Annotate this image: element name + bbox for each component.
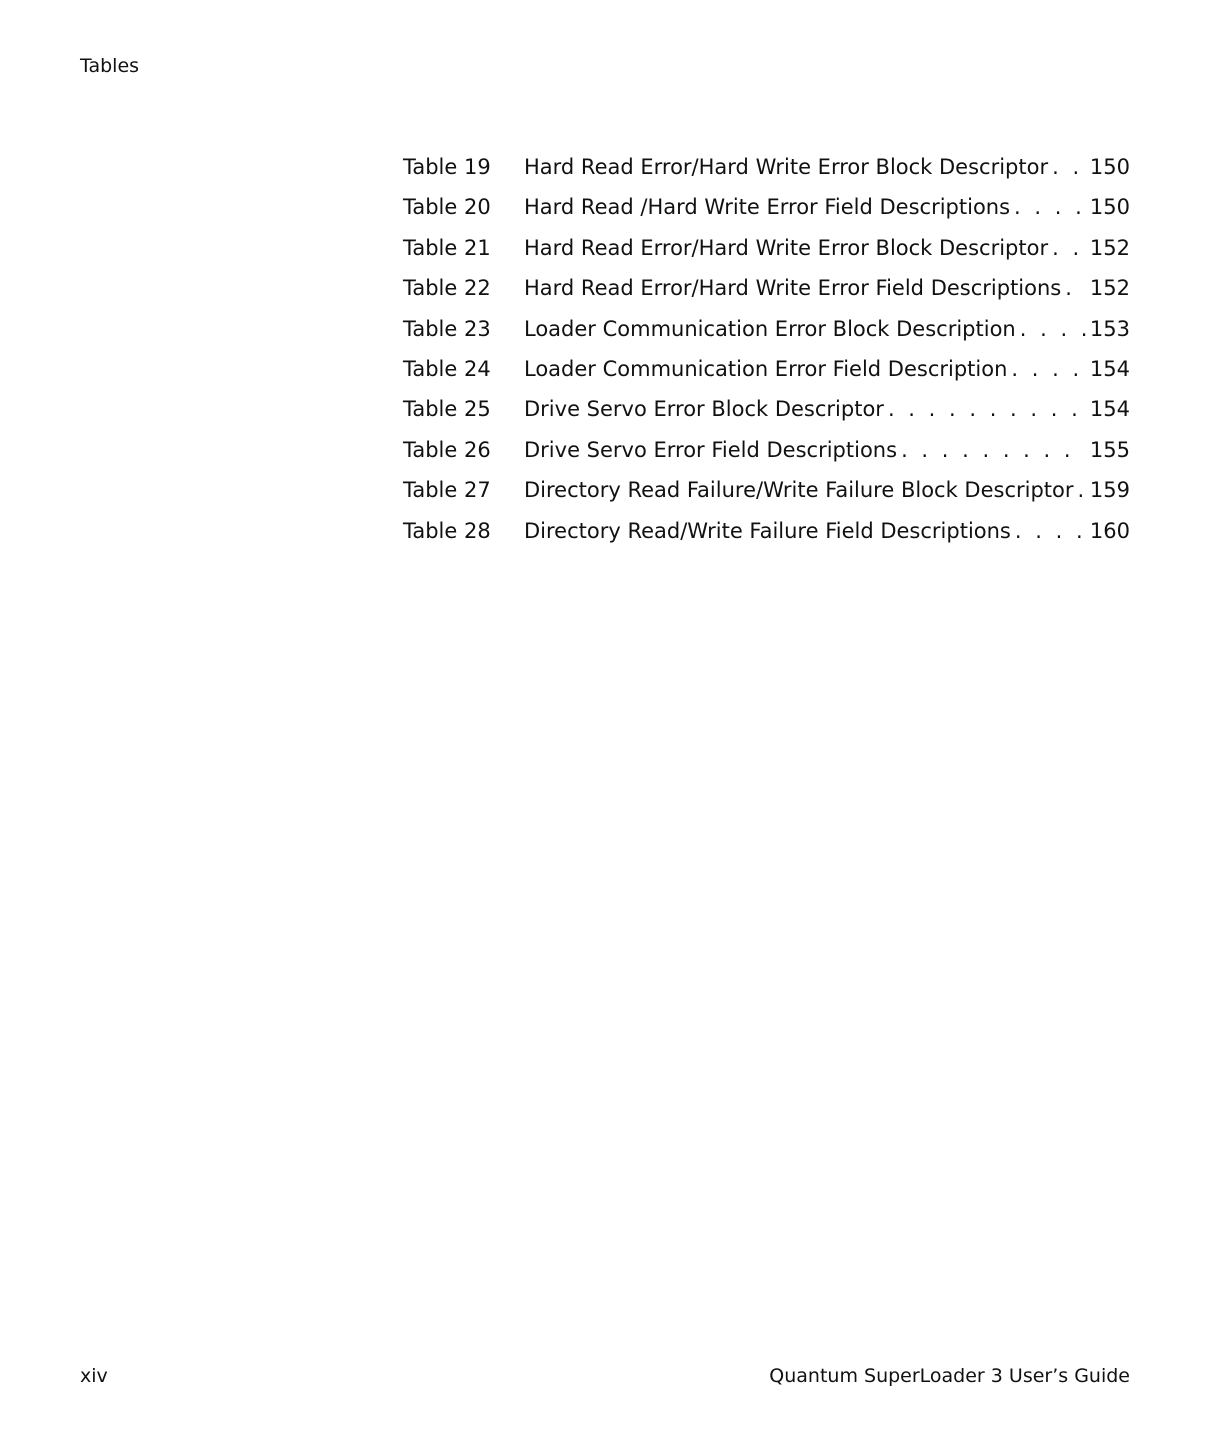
toc-entry-title: Hard Read Error/Hard Write Error Block Descriptor (524, 155, 1049, 179)
running-header: Tables (80, 55, 140, 77)
toc-entry-label: Table 22 (403, 276, 491, 301)
toc-entry[interactable] (403, 353, 1130, 393)
toc-entry-page: 154 (1089, 356, 1130, 381)
toc-entry-title: Drive Servo Error Field Descriptions (524, 437, 898, 462)
toc-entry-title: Directory Read Failure/Write Failure Block Descriptor (524, 478, 1074, 503)
toc-entry[interactable] (403, 313, 1130, 353)
toc-entry-label: Table 28 (403, 518, 491, 543)
toc-entry[interactable] (403, 272, 1130, 312)
toc-dot-leader (1052, 232, 1086, 264)
toc-entry-title: Hard Read /Hard Write Error Field Descriptions (524, 195, 1011, 220)
toc-entry-page: 150 (1089, 195, 1130, 220)
toc-entry[interactable] (403, 393, 1130, 433)
toc-entry[interactable] (403, 151, 1130, 191)
footer-page-number: xiv (80, 1365, 108, 1387)
toc-dot-leader (1065, 272, 1086, 304)
toc-entry-title: Directory Read/Write Failure Field Descriptions (524, 518, 1011, 543)
toc-entry-label: Table 25 (403, 397, 491, 422)
toc-dot-leader (1052, 151, 1086, 183)
toc-dot-leader (901, 434, 1086, 466)
toc-entry-label: Table 20 (403, 195, 491, 220)
toc-entry-page: 153 (1089, 316, 1130, 341)
toc-entry-label: Table 21 (403, 235, 491, 260)
toc-entry-page: 155 (1089, 437, 1130, 462)
toc-entry-title: Hard Read Error/Hard Write Error Field Descriptions (524, 276, 1062, 301)
toc-entry-title: Drive Servo Error Block Descriptor (524, 397, 884, 422)
toc-entry[interactable] (403, 434, 1130, 474)
toc-entry[interactable] (403, 515, 1130, 555)
footer-book-title: Quantum SuperLoader 3 User’s Guide (769, 1365, 1130, 1387)
toc-entry-page: 152 (1089, 276, 1130, 301)
toc-entry-page: 152 (1089, 235, 1130, 260)
toc-entry-label: Table 26 (403, 437, 491, 462)
toc-entry-title: Hard Read Error/Hard Write Error Block Descriptor (524, 235, 1049, 260)
toc-entry[interactable] (403, 232, 1130, 272)
table-of-tables-list (403, 151, 1130, 555)
toc-entry-page: 154 (1089, 397, 1130, 422)
toc-dot-leader (1015, 515, 1086, 547)
toc-entry-label: Table 27 (403, 478, 491, 503)
toc-entry-label: Table 24 (403, 356, 491, 381)
toc-entry-label: Table 19 (403, 155, 491, 179)
toc-entry-label: Table 23 (403, 316, 491, 341)
toc-dot-leader (1014, 191, 1086, 223)
toc-entry-page: 159 (1089, 478, 1130, 503)
toc-entry-page: 150 (1089, 155, 1130, 179)
toc-dot-leader (1011, 353, 1085, 385)
toc-entry[interactable] (403, 191, 1130, 231)
toc-entry-title: Loader Communication Error Block Description (524, 316, 1016, 341)
toc-entry-page: 160 (1089, 518, 1130, 543)
toc-entry[interactable] (403, 474, 1130, 514)
toc-dot-leader (1020, 313, 1086, 345)
toc-entry-title: Loader Communication Error Field Description (524, 356, 1008, 381)
toc-dot-leader (888, 393, 1086, 425)
toc-dot-leader (1078, 474, 1086, 506)
